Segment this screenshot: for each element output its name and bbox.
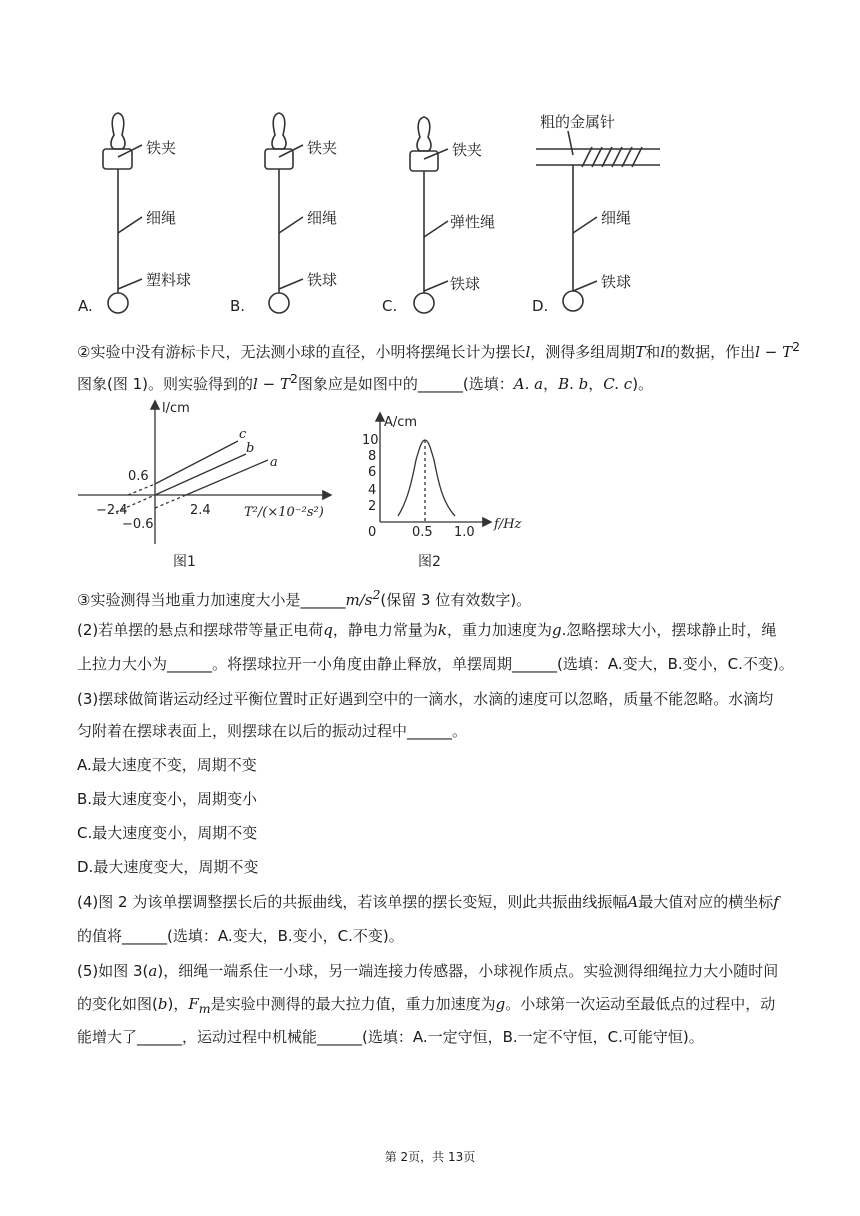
var-T: T [279, 375, 290, 393]
ball-b [269, 293, 289, 313]
fig2-caption: 图2 [418, 554, 441, 570]
var-f: f [773, 893, 779, 911]
label-c-letter: C. [382, 297, 398, 315]
p2-text-1b: ，静电力常量为 [332, 621, 438, 639]
p5-line-1 [77, 960, 778, 982]
p4-line-1 [77, 891, 779, 913]
q2-sep: ， [588, 375, 604, 393]
p4-line-2: 的值将______(选填：A.变大，B.变小，C.不变)。 [77, 927, 404, 945]
p5-text-1b: )，细绳一端系住一小球，另一端连接力传感器，小球视作质点。实验测得细绳拉力大小随时间 [157, 962, 779, 980]
q3-unit: m/s [345, 591, 373, 609]
p2-text-1a: (2)若单摆的悬点和摆球带等量正电荷 [77, 621, 324, 639]
fig2-ytick: 4 [368, 483, 377, 498]
var-a: a [148, 962, 158, 980]
q2-text-1c: 和 [645, 343, 661, 361]
p5-line-3: 能增大了______，运动过程中机械能______(选填：A.一定守恒，B.一定不守恒，C.可能守恒)。 [77, 1028, 704, 1046]
fig1-label-b: b [246, 441, 255, 456]
fig2-xtick: 1.0 [454, 525, 475, 540]
p3-line-1: (3)摆球做简谐运动经过平衡位置时正好遇到空中的一滴水，水滴的速度可以忽略，质量不能忽略。水滴均 [77, 690, 774, 708]
p5-text-2d: 。小球第一次运动至最低点的过程中，动 [505, 995, 776, 1013]
q2-option-a: A. a [513, 375, 544, 393]
label-c-ball: 铁球 [450, 275, 481, 293]
label-c-string: 弹性绳 [450, 213, 496, 231]
q2-text-2b: 图象应是如图中的______(选填： [297, 375, 514, 393]
fig2-ytick: 6 [368, 465, 377, 480]
fig1-tick-y-pos: 0.6 [128, 469, 149, 484]
var-Fm: F [188, 995, 199, 1013]
label-d-ball: 铁球 [601, 273, 632, 291]
fig1-tick-y-neg: −0.6 [122, 517, 154, 532]
label-a-letter: A. [78, 297, 93, 315]
p4-text-1a: (4)图 2 为该单摆调整摆长后的共振曲线，若该单摆的摆长变短，则此共振曲线振幅 [77, 893, 628, 911]
label-b-clamp: 铁夹 [307, 139, 338, 157]
label-d-needle: 粗的金属针 [540, 113, 616, 131]
clamp-handle-b [272, 113, 286, 149]
q2-option-c: C. c [603, 375, 633, 393]
q2-end: )。 [632, 375, 654, 393]
p3-option-a: A.最大速度不变，周期不变 [77, 756, 257, 774]
label-a-clamp: 铁夹 [146, 139, 177, 157]
clamp-handle-c [417, 117, 431, 151]
coil-d [582, 147, 642, 167]
label-a-ball: 塑料球 [146, 271, 192, 289]
label-b-string: 细绳 [307, 209, 338, 227]
p3-option-d: D.最大速度变大，周期不变 [77, 858, 259, 876]
label-b-letter: B. [230, 297, 246, 315]
q3-text-a: ③实验测得当地重力加速度大小是______ [77, 591, 346, 609]
p2-text-1c: ，重力加速度为 [446, 621, 552, 639]
ball-c [414, 293, 434, 313]
var-q: q [323, 621, 333, 639]
q3-line: ③实验测得当地重力加速度大小是$\_\_\_\_\_\_m/s^2$(保留 3 位有效数字)。 [77, 587, 532, 609]
q2-sep: ， [543, 375, 559, 393]
p3-line-2: 匀附着在摆球表面上，则摆球在以后的振动过程中______。 [77, 722, 468, 740]
fig2-ytick: 8 [368, 449, 377, 464]
clamp-c [410, 151, 438, 171]
fig1-xlabel: T²/(×10⁻²s²) [244, 505, 324, 520]
fig2-xlabel: f/Hz [494, 517, 522, 532]
p3-option-c: C.最大速度变小，周期不变 [77, 824, 258, 842]
pendulum-apparatus-figure [70, 105, 710, 320]
var-Fm-sub: m [198, 1001, 211, 1016]
fig2-xtick: 0.5 [412, 525, 433, 540]
p2-line-2: 上拉力大小为______。将摆球拉开一小角度由静止释放，单摆周期______(选填：A.变大，B.变小，C.不变)。 [77, 655, 794, 673]
fig1-ylabel: l/cm [162, 401, 190, 416]
var-T: T [635, 343, 646, 361]
var-b: b [157, 995, 168, 1013]
fig2-ytick: 0 [368, 525, 377, 540]
var-A: A [627, 893, 639, 911]
var-l: l [755, 343, 760, 361]
p4-text-1b: 最大值对应的横坐标 [638, 893, 774, 911]
page-footer: 第 2页，共 13页 [384, 1150, 476, 1164]
p5-line-2 [77, 993, 775, 1020]
fig2-resonance-curve [398, 440, 455, 516]
fig1-label-a: a [270, 455, 278, 470]
label-d-letter: D. [532, 297, 549, 315]
q2-text-1d: 的数据，作出 [665, 343, 756, 361]
p3-option-b: B.最大速度变小，周期变小 [77, 790, 258, 808]
q2-line-2: 图象(图 1)。则实验得到的$l - T^2$图象应是如图中的______(选填：A. a，B. b，C. c)。 [77, 371, 654, 393]
label-a-string: 细绳 [146, 209, 177, 227]
label-d-string: 细绳 [601, 209, 632, 227]
var-l: l [660, 343, 666, 361]
fig1-tick-x-neg: −2.4 [96, 503, 128, 518]
fig1-label-c: c [239, 427, 247, 442]
fig1-caption: 图1 [173, 554, 196, 570]
fig2-ytick: 2 [368, 499, 377, 514]
var-l: l [525, 343, 531, 361]
var-g: g [495, 995, 506, 1013]
var-T: T [782, 343, 793, 361]
q2-text-1a: ②实验中没有游标卡尺，无法测小球的直径，小明将摆绳长计为摆长 [77, 343, 526, 361]
q2-text-2a: 图象(图 1)。则实验得到的 [77, 375, 254, 393]
q2-option-b: B. b [558, 375, 589, 393]
fig1-line-a [186, 460, 268, 495]
p5-text-2b: )， [167, 995, 189, 1013]
ball-a [108, 293, 128, 313]
q2-line-1: ②实验中没有游标卡尺，无法测小球的直径，小明将摆绳长计为摆长l，测得多组周期T和l的数据，作出$l - T^2$ [77, 339, 801, 361]
p5-text-2c: 是实验中测得的最大拉力值，重力加速度为 [210, 995, 496, 1013]
q3-text-b: (保留 3 位有效数字)。 [380, 591, 532, 609]
p2-line-1 [77, 619, 776, 641]
figure-2-resonance-curve [360, 410, 540, 572]
figure-1-graph [78, 398, 340, 572]
p5-text-1a: (5)如图 3( [77, 962, 149, 980]
p2-text-1d: .忽略摆球大小，摆球静止时，绳 [561, 621, 777, 639]
fig1-tick-x-pos: 2.4 [190, 503, 211, 518]
p5-text-2a: 的变化如图( [77, 995, 158, 1013]
var-g: g [551, 621, 562, 639]
var-k: k [437, 621, 447, 639]
ball-d [563, 291, 583, 311]
fig2-ylabel: A/cm [384, 415, 418, 430]
var-l: l [253, 375, 258, 393]
fig2-ytick: 10 [362, 433, 379, 448]
label-b-ball: 铁球 [307, 271, 338, 289]
clamp-handle-a [111, 113, 125, 149]
label-c-clamp: 铁夹 [452, 141, 483, 159]
q2-text-1b: ，测得多组周期 [530, 343, 636, 361]
